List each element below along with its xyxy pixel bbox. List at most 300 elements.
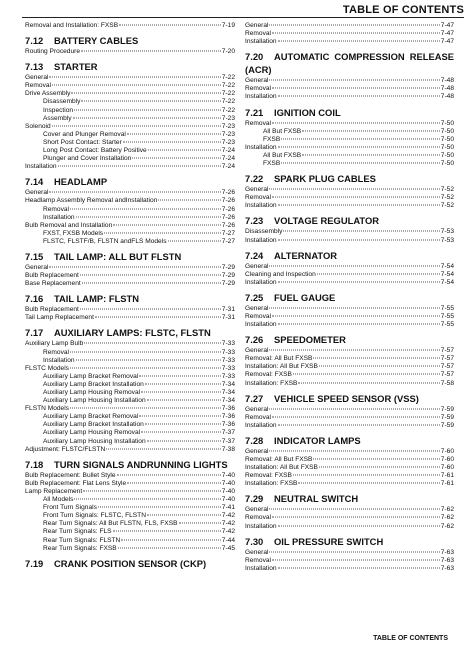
toc-entry[interactable]	[25, 528, 235, 536]
toc-entry[interactable]	[245, 557, 454, 565]
dot-leader	[278, 525, 440, 526]
toc-entry[interactable]	[245, 472, 454, 480]
toc-entry[interactable]	[245, 464, 454, 472]
toc-entry-title: Removal	[245, 413, 272, 421]
toc-entry[interactable]	[25, 74, 235, 82]
dot-leader	[81, 101, 220, 102]
dot-leader	[49, 192, 220, 193]
toc-entry-page: 7-60	[440, 447, 454, 455]
toc-entry[interactable]	[25, 496, 235, 504]
section-title: HEADLAMP	[54, 176, 108, 188]
toc-entry[interactable]	[245, 355, 454, 363]
toc-entry-page: 7-62	[440, 514, 454, 522]
section-title: OIL PRESSURE SWITCH	[274, 535, 384, 547]
toc-entry-page: 7-55	[440, 312, 454, 320]
dot-leader	[278, 205, 440, 206]
dot-leader	[76, 216, 221, 217]
toc-entry[interactable]	[245, 363, 454, 371]
toc-entry[interactable]	[245, 406, 454, 414]
dot-leader	[141, 392, 221, 393]
dot-leader	[106, 448, 221, 449]
toc-entry[interactable]	[25, 314, 235, 322]
section-heading[interactable]	[245, 292, 454, 303]
toc-entry-page: 7-26	[221, 205, 235, 213]
toc-entry-page: 7-55	[440, 321, 454, 329]
toc-entry[interactable]	[25, 189, 235, 197]
toc-entry-page: 7-29	[221, 263, 235, 271]
toc-entry-page: 7-62	[440, 506, 454, 514]
toc-entry-page: 7-22	[221, 74, 235, 82]
toc-entry[interactable]	[25, 365, 235, 373]
toc-entry-title: Headlamp Assembly Removal andInstallation	[25, 197, 158, 205]
toc-entry-page: 7-50	[440, 127, 454, 135]
toc-entry[interactable]	[25, 446, 235, 454]
toc-entry[interactable]	[245, 448, 454, 456]
toc-entry-page: 7-36	[221, 405, 235, 413]
section-title: NEUTRAL SWITCH	[274, 493, 359, 505]
dot-leader	[278, 146, 440, 147]
toc-entry-page: 7-63	[440, 564, 454, 572]
toc-entry-page: 7-47	[440, 38, 454, 46]
toc-entry-page: 7-57	[440, 371, 454, 379]
toc-entry[interactable]	[245, 186, 454, 194]
toc-entry[interactable]	[25, 264, 235, 272]
toc-entry[interactable]	[245, 549, 454, 557]
toc-entry[interactable]	[25, 115, 235, 123]
section-heading[interactable]	[25, 35, 235, 46]
section-heading[interactable]	[25, 459, 235, 470]
toc-entry-page: 7-33	[221, 364, 235, 372]
toc-entry-title: Short Post Contact: Starter	[43, 138, 122, 146]
toc-entry[interactable]	[25, 389, 235, 397]
dot-leader	[98, 507, 221, 508]
toc-entry[interactable]	[25, 397, 235, 405]
toc-entry-page: 7-47	[440, 30, 454, 38]
toc-entry-page: 7-50	[440, 160, 454, 168]
toc-entry-title: Bulb Replacement	[25, 306, 79, 314]
dot-leader	[80, 275, 221, 276]
dot-leader	[168, 240, 221, 241]
toc-entry[interactable]	[245, 414, 454, 422]
section-heading[interactable]	[245, 435, 454, 446]
toc-entry[interactable]	[25, 163, 235, 171]
toc-entry[interactable]	[245, 160, 454, 168]
dot-leader	[269, 551, 439, 552]
toc-entry-page: 7-52	[440, 194, 454, 202]
dot-leader	[74, 499, 220, 500]
toc-entry[interactable]	[245, 347, 454, 355]
toc-entry[interactable]	[25, 545, 235, 553]
dot-leader	[70, 408, 221, 409]
section-heading[interactable]	[245, 173, 454, 184]
section-title: VOLTAGE REGULATOR	[274, 215, 380, 227]
toc-entry-title: Base Replacement	[25, 280, 81, 288]
toc-entry-page: 7-38	[221, 445, 235, 453]
toc-entry[interactable]	[25, 90, 235, 98]
dot-leader	[113, 224, 221, 225]
toc-entry-page: 7-29	[221, 280, 235, 288]
toc-entry[interactable]	[25, 429, 235, 437]
toc-entry-page: 7-55	[440, 304, 454, 312]
toc-entry-page: 7-36	[221, 421, 235, 429]
section-title-continued: (ACR)	[245, 64, 272, 76]
toc-entry-title: Installation	[43, 213, 75, 221]
toc-entry[interactable]	[245, 144, 454, 152]
toc-entry[interactable]	[25, 131, 235, 139]
toc-entry-title: Installation	[25, 163, 57, 171]
toc-entry[interactable]	[25, 340, 235, 348]
toc-entry-page: 7-59	[440, 413, 454, 421]
toc-entry-page: 7-42	[221, 520, 235, 528]
dot-leader	[145, 383, 221, 384]
toc-entry-page: 7-47	[440, 22, 454, 29]
toc-entry-title: Installation: All But FXSB	[245, 363, 318, 371]
toc-entry-title: Auxiliary Lamp Housing Installation	[43, 437, 146, 445]
toc-entry[interactable]	[25, 123, 235, 131]
dot-leader	[70, 208, 221, 209]
toc-entry[interactable]	[25, 222, 235, 230]
toc-entry[interactable]	[245, 77, 454, 85]
section-heading[interactable]	[25, 251, 235, 262]
toc-entry[interactable]	[245, 305, 454, 313]
section-heading[interactable]	[245, 51, 454, 62]
toc-entry-title: Solenoid	[25, 122, 51, 130]
section-title: CRANK POSITION SENSOR (CKP)	[54, 557, 207, 569]
dot-leader	[52, 85, 221, 86]
section-title: AUTOMATIC COMPRESSION RELEASE	[274, 51, 454, 63]
section-heading[interactable]	[245, 107, 454, 118]
toc-entry[interactable]	[245, 30, 454, 38]
toc-entry-title: Rear Turn Signals: FXSB	[43, 544, 117, 552]
toc-entry-title: Removal	[245, 30, 272, 38]
dot-leader	[76, 359, 221, 360]
dot-leader	[317, 273, 440, 274]
toc-entry-page: 7-50	[440, 151, 454, 159]
toc-entry-title: General	[245, 405, 269, 413]
toc-entry[interactable]	[25, 349, 235, 357]
section-title: INDICATOR LAMPS	[274, 434, 361, 446]
dot-leader	[80, 309, 221, 310]
toc-entry-title: Bulb Removal and Installation	[25, 221, 113, 229]
toc-entry-title: Routing Procedure	[25, 48, 80, 56]
toc-entry[interactable]	[25, 405, 235, 413]
toc-entry[interactable]	[25, 238, 235, 246]
toc-entry-title: Plunger and Cover Installation	[43, 155, 132, 163]
toc-entry[interactable]	[25, 272, 235, 280]
dot-leader	[272, 33, 440, 34]
toc-entry[interactable]	[245, 237, 454, 245]
toc-entry[interactable]	[25, 413, 235, 421]
section-number: 7.19	[25, 557, 44, 569]
toc-entry-title: Installation: FXSB	[245, 379, 298, 387]
dot-leader	[73, 117, 221, 118]
dot-leader	[127, 482, 221, 483]
dot-leader	[269, 80, 439, 81]
section-title: TAIL LAMP: FLSTN	[54, 293, 140, 305]
toc-entry-page: 7-57	[440, 363, 454, 371]
toc-entry-page: 7-34	[221, 397, 235, 405]
section-title: FUEL GAUGE	[274, 291, 336, 303]
toc-entry[interactable]	[245, 514, 454, 522]
toc-entry-page: 7-54	[440, 262, 454, 270]
section-heading[interactable]	[25, 293, 235, 304]
toc-entry[interactable]	[245, 321, 454, 329]
section-number: 7.18	[25, 458, 44, 470]
section-heading[interactable]	[245, 334, 454, 345]
toc-entry[interactable]	[245, 313, 454, 321]
toc-entry-page: 7-31	[221, 314, 235, 322]
dot-leader	[281, 138, 440, 139]
toc-entry-page: 7-42	[221, 512, 235, 520]
toc-entry[interactable]	[245, 85, 454, 93]
toc-entry[interactable]	[25, 82, 235, 90]
toc-entry[interactable]	[245, 271, 454, 279]
page-header-title: TABLE OF CONTENTS	[342, 4, 464, 16]
toc-entry[interactable]	[245, 422, 454, 430]
toc-entry-page: 7-48	[440, 77, 454, 85]
dot-leader	[293, 475, 440, 476]
toc-entry-title: Bulb Replacement	[25, 272, 79, 280]
toc-entry[interactable]	[245, 380, 454, 388]
toc-entry-page: 7-59	[440, 405, 454, 413]
toc-entry[interactable]	[25, 488, 235, 496]
dot-leader	[272, 315, 440, 316]
toc-entry[interactable]	[245, 120, 454, 128]
dot-leader	[179, 523, 221, 524]
dot-leader	[272, 197, 440, 198]
dot-leader	[269, 25, 439, 26]
toc-entry-page: 7-26	[221, 189, 235, 197]
dot-leader	[71, 93, 220, 94]
section-number: 7.14	[25, 176, 44, 188]
toc-entry-title: General	[245, 506, 269, 514]
toc-entry[interactable]	[245, 480, 454, 488]
toc-entry[interactable]	[25, 98, 235, 106]
toc-entry-page: 7-23	[221, 130, 235, 138]
dot-leader	[281, 163, 440, 164]
toc-entry-page: 7-33	[221, 348, 235, 356]
toc-entry-page: 7-54	[440, 278, 454, 286]
toc-entry[interactable]	[25, 480, 235, 488]
toc-entry[interactable]	[25, 147, 235, 155]
dot-leader	[272, 416, 440, 417]
toc-entry-title: Auxiliary Lamp Housing Removal	[43, 429, 141, 437]
dot-leader	[302, 130, 440, 131]
toc-entry[interactable]	[25, 438, 235, 446]
toc-entry-page: 7-24	[221, 155, 235, 163]
toc-entry[interactable]	[25, 280, 235, 288]
section-heading[interactable]	[245, 536, 454, 547]
dot-leader	[145, 424, 221, 425]
dot-leader	[70, 367, 221, 368]
toc-entry[interactable]	[245, 263, 454, 271]
dot-leader	[148, 150, 221, 151]
toc-entry[interactable]	[245, 202, 454, 210]
toc-entry[interactable]	[25, 48, 235, 56]
dot-leader	[139, 416, 221, 417]
toc-entry-title: Removal: All But FXSB	[245, 456, 313, 463]
toc-entry-page: 7-36	[221, 413, 235, 421]
dot-leader	[121, 539, 220, 540]
dot-leader	[302, 154, 440, 155]
section-number: 7.15	[25, 250, 44, 262]
dot-leader	[278, 239, 440, 240]
toc-entry-title: Installation	[245, 202, 277, 210]
header-rule	[22, 17, 464, 18]
section-heading[interactable]	[245, 250, 454, 261]
dot-leader	[298, 382, 439, 383]
toc-entry-page: 7-40	[221, 487, 235, 495]
toc-entry[interactable]	[25, 197, 235, 205]
dot-leader	[269, 350, 439, 351]
toc-entry-page: 7-45	[221, 544, 235, 552]
dot-leader	[81, 51, 221, 52]
toc-entry-page: 7-63	[440, 556, 454, 564]
toc-entry-page: 7-23	[221, 122, 235, 130]
toc-entry-page: 7-44	[221, 536, 235, 544]
toc-entry-page: 7-37	[221, 429, 235, 437]
toc-entry[interactable]	[245, 228, 454, 236]
section-number: 7.27	[245, 392, 264, 404]
dot-leader	[272, 559, 440, 560]
section-heading[interactable]	[245, 493, 454, 504]
toc-entry-title: FLSTN Models	[25, 405, 69, 413]
toc-entry-title: Installation: All But FXSB	[245, 464, 318, 472]
toc-entry[interactable]	[25, 520, 235, 528]
toc-entry[interactable]	[25, 512, 235, 520]
toc-entry[interactable]	[245, 128, 454, 136]
toc-entry[interactable]	[25, 155, 235, 163]
dot-leader	[272, 88, 440, 89]
section-number: 7.16	[25, 293, 44, 305]
toc-entry[interactable]	[245, 93, 454, 101]
dot-leader	[123, 141, 221, 142]
toc-entry-page: 7-34	[221, 389, 235, 396]
toc-entry-page: 7-57	[440, 347, 454, 355]
toc-entry[interactable]	[245, 136, 454, 144]
toc-entry-page: 7-62	[440, 522, 454, 530]
section-title: SPARK PLUG CABLES	[274, 173, 376, 185]
toc-entry-page: 7-23	[221, 114, 235, 122]
toc-entry-title: General	[245, 22, 269, 29]
dot-leader	[313, 459, 439, 460]
toc-entry-title: Front Turn Signals: FLSTC, FLSTN	[43, 512, 146, 520]
section-number: 7.30	[245, 535, 264, 547]
toc-entry[interactable]	[25, 381, 235, 389]
dot-leader	[278, 41, 440, 42]
toc-entry[interactable]	[25, 306, 235, 314]
dot-leader	[278, 324, 440, 325]
toc-entry-title: Removal	[245, 85, 272, 93]
toc-entry[interactable]	[25, 22, 235, 30]
toc-entry-title: Rear Turn Signals: FLS	[43, 528, 112, 536]
toc-entry-page: 7-33	[221, 356, 235, 364]
toc-entry-title: Removal	[245, 556, 272, 564]
toc-entry[interactable]	[245, 565, 454, 573]
section-heading[interactable]	[245, 215, 454, 226]
dot-leader	[158, 200, 220, 201]
toc-entry[interactable]	[25, 537, 235, 545]
toc-entry[interactable]	[25, 107, 235, 115]
toc-entry[interactable]	[25, 472, 235, 480]
section-title: VEHICLE SPEED SENSOR (VSS)	[274, 392, 419, 404]
toc-entry[interactable]	[245, 371, 454, 379]
section-title: STARTER	[54, 61, 98, 73]
section-heading[interactable]	[245, 393, 454, 404]
toc-entry[interactable]	[245, 506, 454, 514]
toc-entry-page: 7-22	[221, 82, 235, 90]
toc-entry[interactable]	[25, 139, 235, 147]
toc-entry-page: 7-41	[221, 504, 235, 512]
section-number: 7.22	[245, 173, 264, 185]
section-title: AUXILIARY LAMPS: FLSTC, FLSTN	[54, 327, 211, 339]
toc-entry-page: 7-58	[440, 379, 454, 387]
toc-entry[interactable]	[245, 22, 454, 30]
toc-entry-page: 7-60	[440, 456, 454, 463]
toc-entry-title: General	[25, 189, 49, 197]
toc-entry[interactable]	[25, 230, 235, 238]
dot-leader	[269, 408, 439, 409]
toc-entry-page: 7-37	[221, 437, 235, 445]
dot-leader	[127, 133, 221, 134]
toc-entry[interactable]	[25, 504, 235, 512]
toc-entry-page: 7-53	[440, 236, 454, 244]
section-number: 7.29	[245, 493, 264, 505]
toc-entry[interactable]	[25, 206, 235, 214]
toc-entry[interactable]	[245, 152, 454, 160]
toc-entry-title: FXST, FXSB Models	[43, 229, 104, 237]
dot-leader	[283, 231, 439, 232]
toc-entry-page: 7-33	[221, 340, 235, 348]
section-heading[interactable]	[25, 61, 235, 72]
dot-leader	[82, 283, 221, 284]
toc-entry-title: Removal: All But FXSB	[245, 355, 313, 363]
section-title: SPEEDOMETER	[274, 334, 346, 346]
dot-leader	[49, 266, 220, 267]
section-number: 7.12	[25, 35, 44, 47]
toc-entry[interactable]	[245, 38, 454, 46]
section-heading[interactable]	[25, 327, 235, 338]
toc-entry-title: FLSTC, FLSTF/B, FLSTN andFLS Models	[43, 237, 167, 245]
section-heading[interactable]	[25, 558, 235, 569]
section-heading[interactable]	[25, 176, 235, 187]
section-title: TAIL LAMP: ALL BUT FLSTN	[54, 250, 182, 262]
toc-entry[interactable]	[25, 214, 235, 222]
toc-entry[interactable]	[25, 357, 235, 365]
toc-entry-title: Removal	[245, 312, 272, 320]
toc-entry-title: FLSTC Models	[25, 364, 69, 372]
toc-entry-title: Inspection	[43, 106, 74, 114]
toc-entry[interactable]	[25, 373, 235, 381]
toc-entry[interactable]	[245, 523, 454, 531]
toc-entry[interactable]	[245, 456, 454, 464]
toc-entry-title: Tail Lamp Replacement	[25, 314, 94, 322]
dot-leader	[118, 547, 221, 548]
toc-entry-title: General	[245, 548, 269, 556]
dot-leader	[119, 25, 221, 26]
toc-entry-title: Auxiliary Lamp Bracket Removal	[43, 413, 139, 421]
dot-leader	[74, 109, 221, 110]
toc-entry[interactable]	[245, 279, 454, 287]
dot-leader	[278, 281, 440, 282]
toc-entry-page: 7-48	[440, 85, 454, 93]
toc-entry[interactable]	[25, 421, 235, 429]
toc-entry-title: General	[245, 186, 269, 194]
toc-entry-page: 7-33	[221, 372, 235, 380]
toc-entry-title: Disassembly	[245, 228, 283, 236]
toc-entry[interactable]	[245, 194, 454, 202]
toc-entry-title: Installation	[245, 321, 277, 329]
